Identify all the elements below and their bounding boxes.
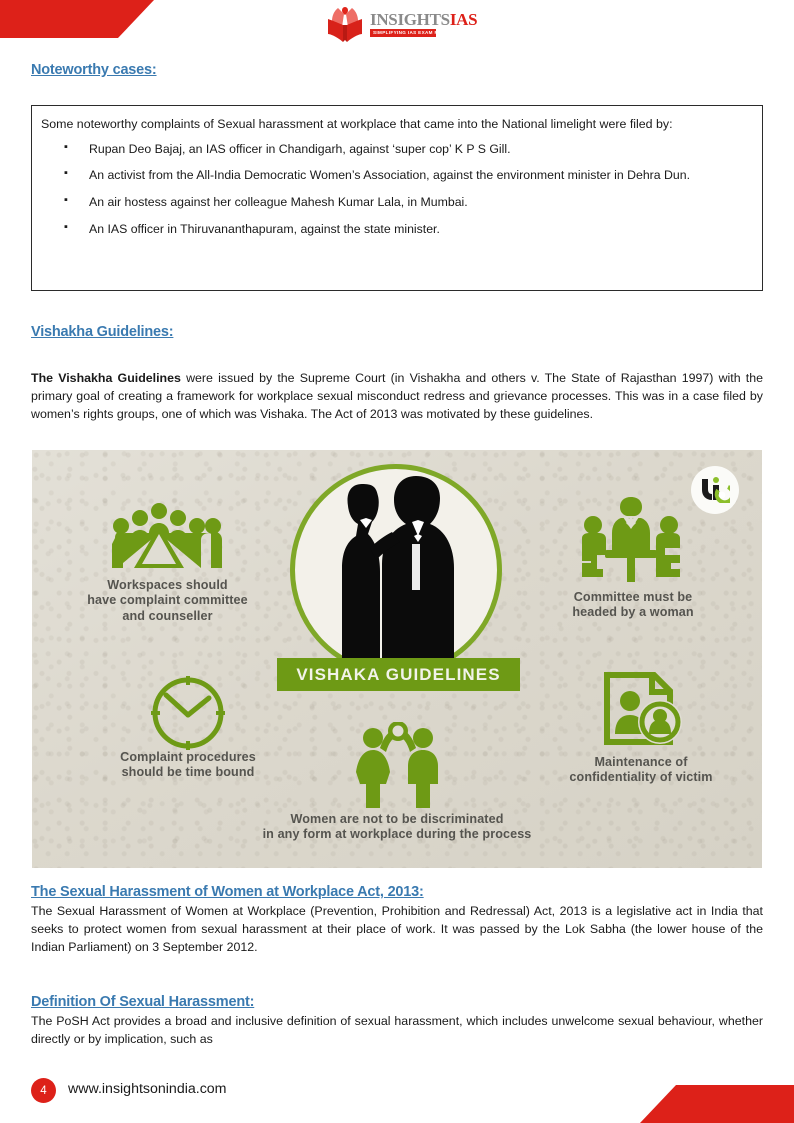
- logo-brand-ias: IAS: [449, 9, 478, 29]
- woman-chairing-meeting-icon: [577, 495, 685, 588]
- caption-no-discrimination: [187, 812, 607, 843]
- page-header: [0, 0, 794, 48]
- group-committee-icon: [112, 500, 222, 577]
- red-trapezoid-top-left-decoration: [0, 0, 154, 38]
- heading-definition-of-sexual-harassment: Definition Of Sexual Harassment:: [31, 994, 255, 1010]
- logo-tagline: SIMPLIFYING IAS EXAM PREPARATION: [370, 29, 436, 37]
- heading-sexual-harassment-act-2013: The Sexual Harassment of Women at Workplace Act, 2013:: [31, 884, 424, 900]
- red-trapezoid-bottom-right-decoration: [640, 1085, 794, 1123]
- caption-line: Workspaces should: [107, 578, 228, 592]
- page-footer: [0, 1061, 794, 1123]
- caption-line: should be time bound: [121, 765, 255, 780]
- infographic-title-banner: VISHAKA GUIDELINES: [277, 658, 520, 691]
- confidentiality-document-lock-icon: [602, 672, 686, 757]
- vishaka-guidelines-infographic: [32, 450, 762, 868]
- page-number-badge: 4: [31, 1078, 56, 1103]
- caption-workspaces-committee: [60, 578, 275, 624]
- insightsias-logo: [324, 4, 479, 44]
- list-item: ▪ An air hostess against her colleague Mahesh Kumar Lala, in Mumbai.: [61, 194, 750, 212]
- open-book-logo-icon: [324, 4, 366, 44]
- caption-line: have complaint committee: [87, 593, 248, 608]
- caption-line: Women are not to be discriminated: [290, 812, 504, 826]
- logo-wordmark: [370, 11, 477, 37]
- heading-noteworthy-cases: Noteworthy cases:: [31, 62, 157, 78]
- vishakha-paragraph-body: were issued by the Supreme Court (in Vishakha and others v. The State of Rajasthan 1997) with the primary goal of creating a framework for workplace sexual misconduct redress and grievance processes. This was in a case filed by women’s rights groups, one of which was Vishaka. The Act of 2013 was motivated by these guidelines.: [31, 371, 763, 421]
- noteworthy-intro-text: Some noteworthy complaints of Sexual harassment at workplace that came into the National limelight were filed by:: [41, 117, 673, 131]
- logo-brand-name: [370, 11, 477, 28]
- vishakha-paragraph-lead: The Vishakha Guidelines: [31, 371, 181, 385]
- caption-confidentiality: [535, 755, 747, 786]
- definition-paragraph: The PoSH Act provides a broad and inclusive definition of sexual harassment, which includes unwelcome sexual behaviour, whether directly or by implication, such as: [31, 1014, 763, 1046]
- caption-line: Complaint procedures: [120, 750, 256, 764]
- caption-line: Maintenance of: [594, 755, 688, 769]
- gender-equality-icon: [350, 722, 446, 815]
- logo-brand-insights: INSIGHTS: [370, 9, 450, 29]
- brand-badge-logo-icon: [691, 466, 739, 514]
- heading-vishakha-guidelines: Vishakha Guidelines:: [31, 324, 174, 340]
- caption-committee-headed-by-woman: [544, 590, 722, 621]
- caption-line: in any form at workplace during the process: [262, 827, 532, 842]
- list-item: ▪ An IAS officer in Thiruvananthapuram, against the state minister.: [61, 221, 750, 239]
- caption-line: headed by a woman: [572, 605, 694, 620]
- noteworthy-cases-box: [31, 105, 763, 291]
- act-2013-paragraph: The Sexual Harassment of Women at Workplace (Prevention, Prohibition and Redressal) Act, 2013 is a legislative act in India that seeks to protect women from sexual harassment at their place of work. It was passed by the Lok Sabha (the lower house of the Indian Parliament) on 3 September 2012.: [31, 904, 763, 954]
- caption-line: confidentiality of victim: [569, 770, 713, 785]
- caption-complaint-time-bound: [88, 750, 288, 781]
- harassment-silhouette-icon: [332, 472, 464, 672]
- clock-time-bound-icon: [147, 672, 229, 759]
- list-item: ▪ An activist from the All-India Democratic Women’s Association, against the environment minister in Dehra Dun.: [61, 167, 750, 185]
- noteworthy-cases-list: [41, 141, 752, 239]
- caption-line: Committee must be: [573, 590, 693, 604]
- caption-line: and counseller: [122, 608, 213, 623]
- footer-website-url[interactable]: www.insightsonindia.com: [68, 1081, 227, 1097]
- list-item: ▪ Rupan Deo Bajaj, an IAS officer in Chandigarh, against ‘super cop’ K P S Gill.: [61, 141, 750, 159]
- vishakha-paragraph: [31, 370, 763, 424]
